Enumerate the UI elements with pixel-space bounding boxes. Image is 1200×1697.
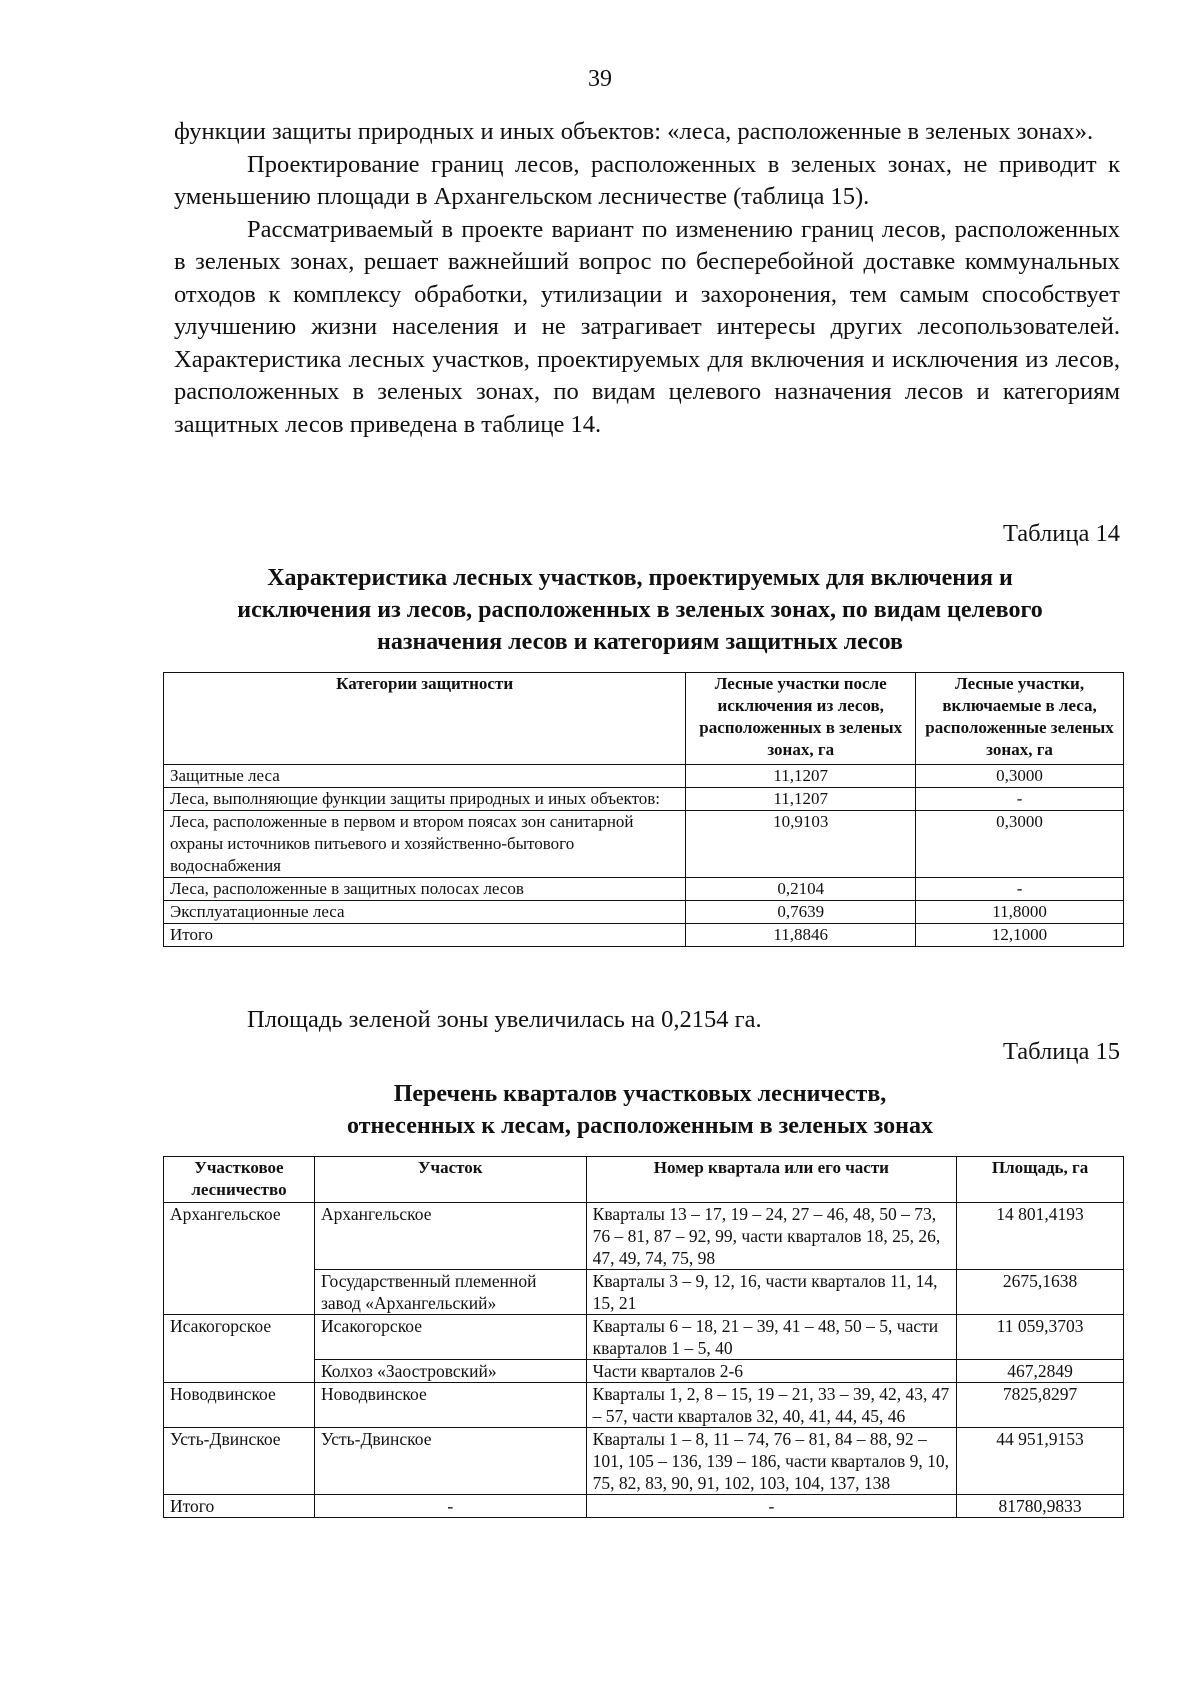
table15-cell: Архангельское	[314, 1203, 586, 1270]
table15-label: Таблица 15	[1002, 1038, 1120, 1065]
table15-total-area: 81780,9833	[957, 1495, 1124, 1518]
table14-cell: 0,7639	[686, 901, 916, 924]
area-note: Площадь зеленой зоны увеличилась на 0,2154 га.	[247, 1006, 762, 1033]
table14-cell: 11,1207	[686, 788, 916, 811]
table14-cell: 11,8846	[686, 924, 916, 947]
table-row	[164, 924, 1124, 947]
table-row	[164, 811, 1124, 878]
table15-forestry-cell: Исакогорское	[164, 1315, 315, 1383]
paragraph-2: Проектирование границ лесов, расположенных в зеленых зонах, не приводит к уменьшению площади в Архангельском лесничестве (таблица 15).	[174, 150, 1120, 210]
table14-cell: 0,3000	[916, 811, 1124, 878]
table15-forestry-cell: Новодвинское	[164, 1383, 315, 1428]
table15-header-plot: Участок	[314, 1157, 586, 1203]
table-row	[164, 1428, 1124, 1495]
table15-cell: Кварталы 3 – 9, 12, 16, части кварталов 11, 14, 15, 21	[586, 1270, 956, 1315]
paragraph-1: функции защиты природных и иных объектов: «леса, расположенные в зеленых зонах».	[174, 118, 1094, 145]
table-row	[164, 1315, 1124, 1360]
table14-cell: 12,1000	[916, 924, 1124, 947]
table15-total-label: Итого	[164, 1495, 315, 1518]
body-text	[174, 116, 1120, 441]
table14-cell: -	[916, 878, 1124, 901]
table-row	[164, 878, 1124, 901]
table-row	[164, 765, 1124, 788]
table-row	[164, 1203, 1124, 1270]
table15-total-cell: -	[314, 1495, 586, 1518]
table14-label: Таблица 14	[1002, 520, 1120, 547]
table15-cell: Новодвинское	[314, 1383, 586, 1428]
table14-cell: 11,1207	[686, 765, 916, 788]
table14-cell: Леса, выполняющие функции защиты природных и иных объектов:	[164, 788, 686, 811]
table14-cell: 11,8000	[916, 901, 1124, 924]
table14-cell: 0,3000	[916, 765, 1124, 788]
table15-cell: Кварталы 1 – 8, 11 – 74, 76 – 81, 84 – 88, 92 – 101, 105 – 136, 139 – 186, части кварталов 9, 10, 75, 82, 83, 90, 91, 102, 103, 104, 137, 138	[586, 1428, 956, 1495]
table15-cell: Кварталы 1, 2, 8 – 15, 19 – 21, 33 – 39, 42, 43, 47 – 57, части кварталов 32, 40, 41, 44, 45, 46	[586, 1383, 956, 1428]
paragraph-3: Рассматриваемый в проекте вариант по изменению границ лесов, расположенных в зеленых зонах, решает важнейший вопрос по бесперебойной доставке коммунальных отходов к комплексу обработки, утилизации и захоронения, тем самым способствует улучшению жизни населения и не затрагивает интересы других лесопользователей. Характеристика лесных участков, проектируемых для включения и исключения из лесов, расположенных в зеленых зонах, по видам целевого назначения лесов и категориям защитных лесов приведена в таблице 14.	[174, 215, 1120, 438]
table14-header-row	[164, 673, 1124, 765]
table14-cell: 0,2104	[686, 878, 916, 901]
table-15	[163, 1156, 1124, 1518]
table15-total-cell: -	[586, 1495, 956, 1518]
table-row	[164, 788, 1124, 811]
table-row	[164, 1383, 1124, 1428]
table15-title-line1: Перечень кварталов участковых лесничеств,	[393, 1081, 887, 1107]
table15-forestry-cell: Архангельское	[164, 1203, 315, 1315]
table15-cell: Кварталы 13 – 17, 19 – 24, 27 – 46, 48, 50 – 73, 76 – 81, 87 – 92, 99, части кварталов 18, 25, 26, 47, 49, 74, 75, 98	[586, 1203, 956, 1270]
table14-cell: -	[916, 788, 1124, 811]
page-number: 39	[588, 66, 612, 92]
table14-header-included: Лесные участки, включаемые в леса, расположенные зеленых зонах, га	[916, 673, 1124, 765]
table15-cell: 467,2849	[957, 1360, 1124, 1383]
table15-cell: Государственный племенной завод «Архангельский»	[314, 1270, 586, 1315]
table15-total-row	[164, 1495, 1124, 1518]
table15-header-quarters: Номер квартала или его части	[586, 1157, 956, 1203]
table15-cell: 2675,1638	[957, 1270, 1124, 1315]
table15-cell: Исакогорское	[314, 1315, 586, 1360]
table-14	[163, 672, 1124, 947]
table14-header-excluded: Лесные участки после исключения из лесов, расположенных в зеленых зонах, га	[686, 673, 916, 765]
table14-title: Характеристика лесных участков, проектируемых для включения и исключения из лесов, расположенных в зеленых зонах, по видам целевого назначения лесов и категориям защитных лесов	[237, 565, 1043, 655]
table15-header-area: Площадь, га	[957, 1157, 1124, 1203]
table14-cell: Защитные леса	[164, 765, 686, 788]
table14-cell: Итого	[164, 924, 686, 947]
table-row	[164, 901, 1124, 924]
table14-cell: Леса, расположенные в первом и втором поясах зон санитарной охраны источников питьевого и хозяйственно-бытового водоснабжения	[164, 811, 686, 878]
table15-header-forestry: Участковое лесничество	[164, 1157, 315, 1203]
table15-cell: 14 801,4193	[957, 1203, 1124, 1270]
table15-cell: 44 951,9153	[957, 1428, 1124, 1495]
table15-cell: 7825,8297	[957, 1383, 1124, 1428]
table15-title-line2: отнесенных к лесам, расположенным в зеленых зонах	[347, 1113, 933, 1139]
table15-forestry-cell: Усть-Двинское	[164, 1428, 315, 1495]
table15-header-row	[164, 1157, 1124, 1203]
table15-cell: Колхоз «Заостровский»	[314, 1360, 586, 1383]
table14-cell: 10,9103	[686, 811, 916, 878]
table14-cell: Леса, расположенные в защитных полосах лесов	[164, 878, 686, 901]
table15-title	[160, 1078, 1120, 1142]
table14-header-category: Категории защитности	[164, 673, 686, 765]
table15-cell: Кварталы 6 – 18, 21 – 39, 41 – 48, 50 – 5, части кварталов 1 – 5, 40	[586, 1315, 956, 1360]
table15-cell: 11 059,3703	[957, 1315, 1124, 1360]
table15-cell: Усть-Двинское	[314, 1428, 586, 1495]
table15-cell: Части кварталов 2-6	[586, 1360, 956, 1383]
table14-cell: Эксплуатационные леса	[164, 901, 686, 924]
